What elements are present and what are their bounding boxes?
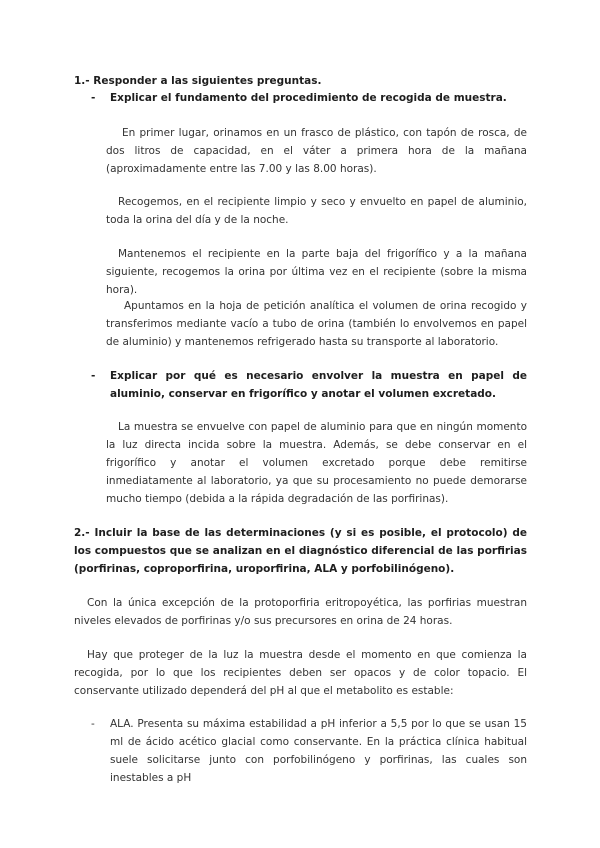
section-2-paragraph-2: Hay que proteger de la luz la muestra desde el momento en que comienza la recogida, por lo que los recipientes deben ser opacos y de color topacio. El conservante utilizado dependerá del pH al que el metabolito es estable: [74,649,527,697]
ala-bullet: - [91,718,95,730]
section-2-paragraph-1: Con la única excepción de la protoporfiria eritropoyética, las porfirias muestran niveles elevados de porfirinas y/o sus precursores en orina de 24 horas. [74,597,527,627]
section-2-heading: 2.- Incluir la base de las determinaciones (y si es posible, el protocolo) de los compuestos que se analizan en el diagnóstico diferencial de las porfirias (porfirinas, coproporfirina, uroporfirina, ALA y porfobilinógeno). [74,527,527,575]
question-2-bullet: - [91,370,96,382]
answer-1-paragraph-2: Recogemos, en el recipiente limpio y seco y envuelto en papel de aluminio, toda la orina del día y de la noche. [106,196,527,226]
answer-1-paragraph-4: Apuntamos en la hoja de petición analítica el volumen de orina recogido y transferimos mediante vacío a tubo de orina (también lo envolvemos en papel de aluminio) y mantenemos refrigerado hasta su transporte al laboratorio. [106,300,527,348]
section-1-heading: 1.- Responder a las siguientes preguntas. [74,75,322,87]
ala-paragraph: ALA. Presenta su máxima estabilidad a pH inferior a 5,5 por lo que se usan 15 ml de ácido acético glacial como conservante. En la práctica clínica habitual suele solicitarse junto con porfobilinógeno y porfirinas, las cuales son inestables a pH [110,718,527,784]
question-1: Explicar el fundamento del procedimiento de recogida de muestra. [110,92,507,104]
question-2: Explicar por qué es necesario envolver la muestra en papel de aluminio, conservar en frigorífico y anotar el volumen excretado. [110,370,527,400]
answer-1-paragraph-1: En primer lugar, orinamos en un frasco de plástico, con tapón de rosca, de dos litros de capacidad, en el váter a primera hora de la mañana (aproximadamente entre las 7.00 y las 8.00 horas). [106,127,527,175]
answer-1-paragraph-3: Mantenemos el recipiente en la parte baja del frigorífico y a la mañana siguiente, recogemos la orina por última vez en el recipiente (sobre la misma hora). [106,248,527,296]
answer-2-paragraph: La muestra se envuelve con papel de aluminio para que en ningún momento la luz directa incida sobre la muestra. Además, se debe conservar en el frigorífico y anotar el volumen excretado porque debe remitirse inmediatamente al laboratorio, ya que su procesamiento no puede demorarse mucho tiempo (debida a la rápida degradación de las porfirinas). [106,421,527,505]
question-1-bullet: - [91,92,96,104]
